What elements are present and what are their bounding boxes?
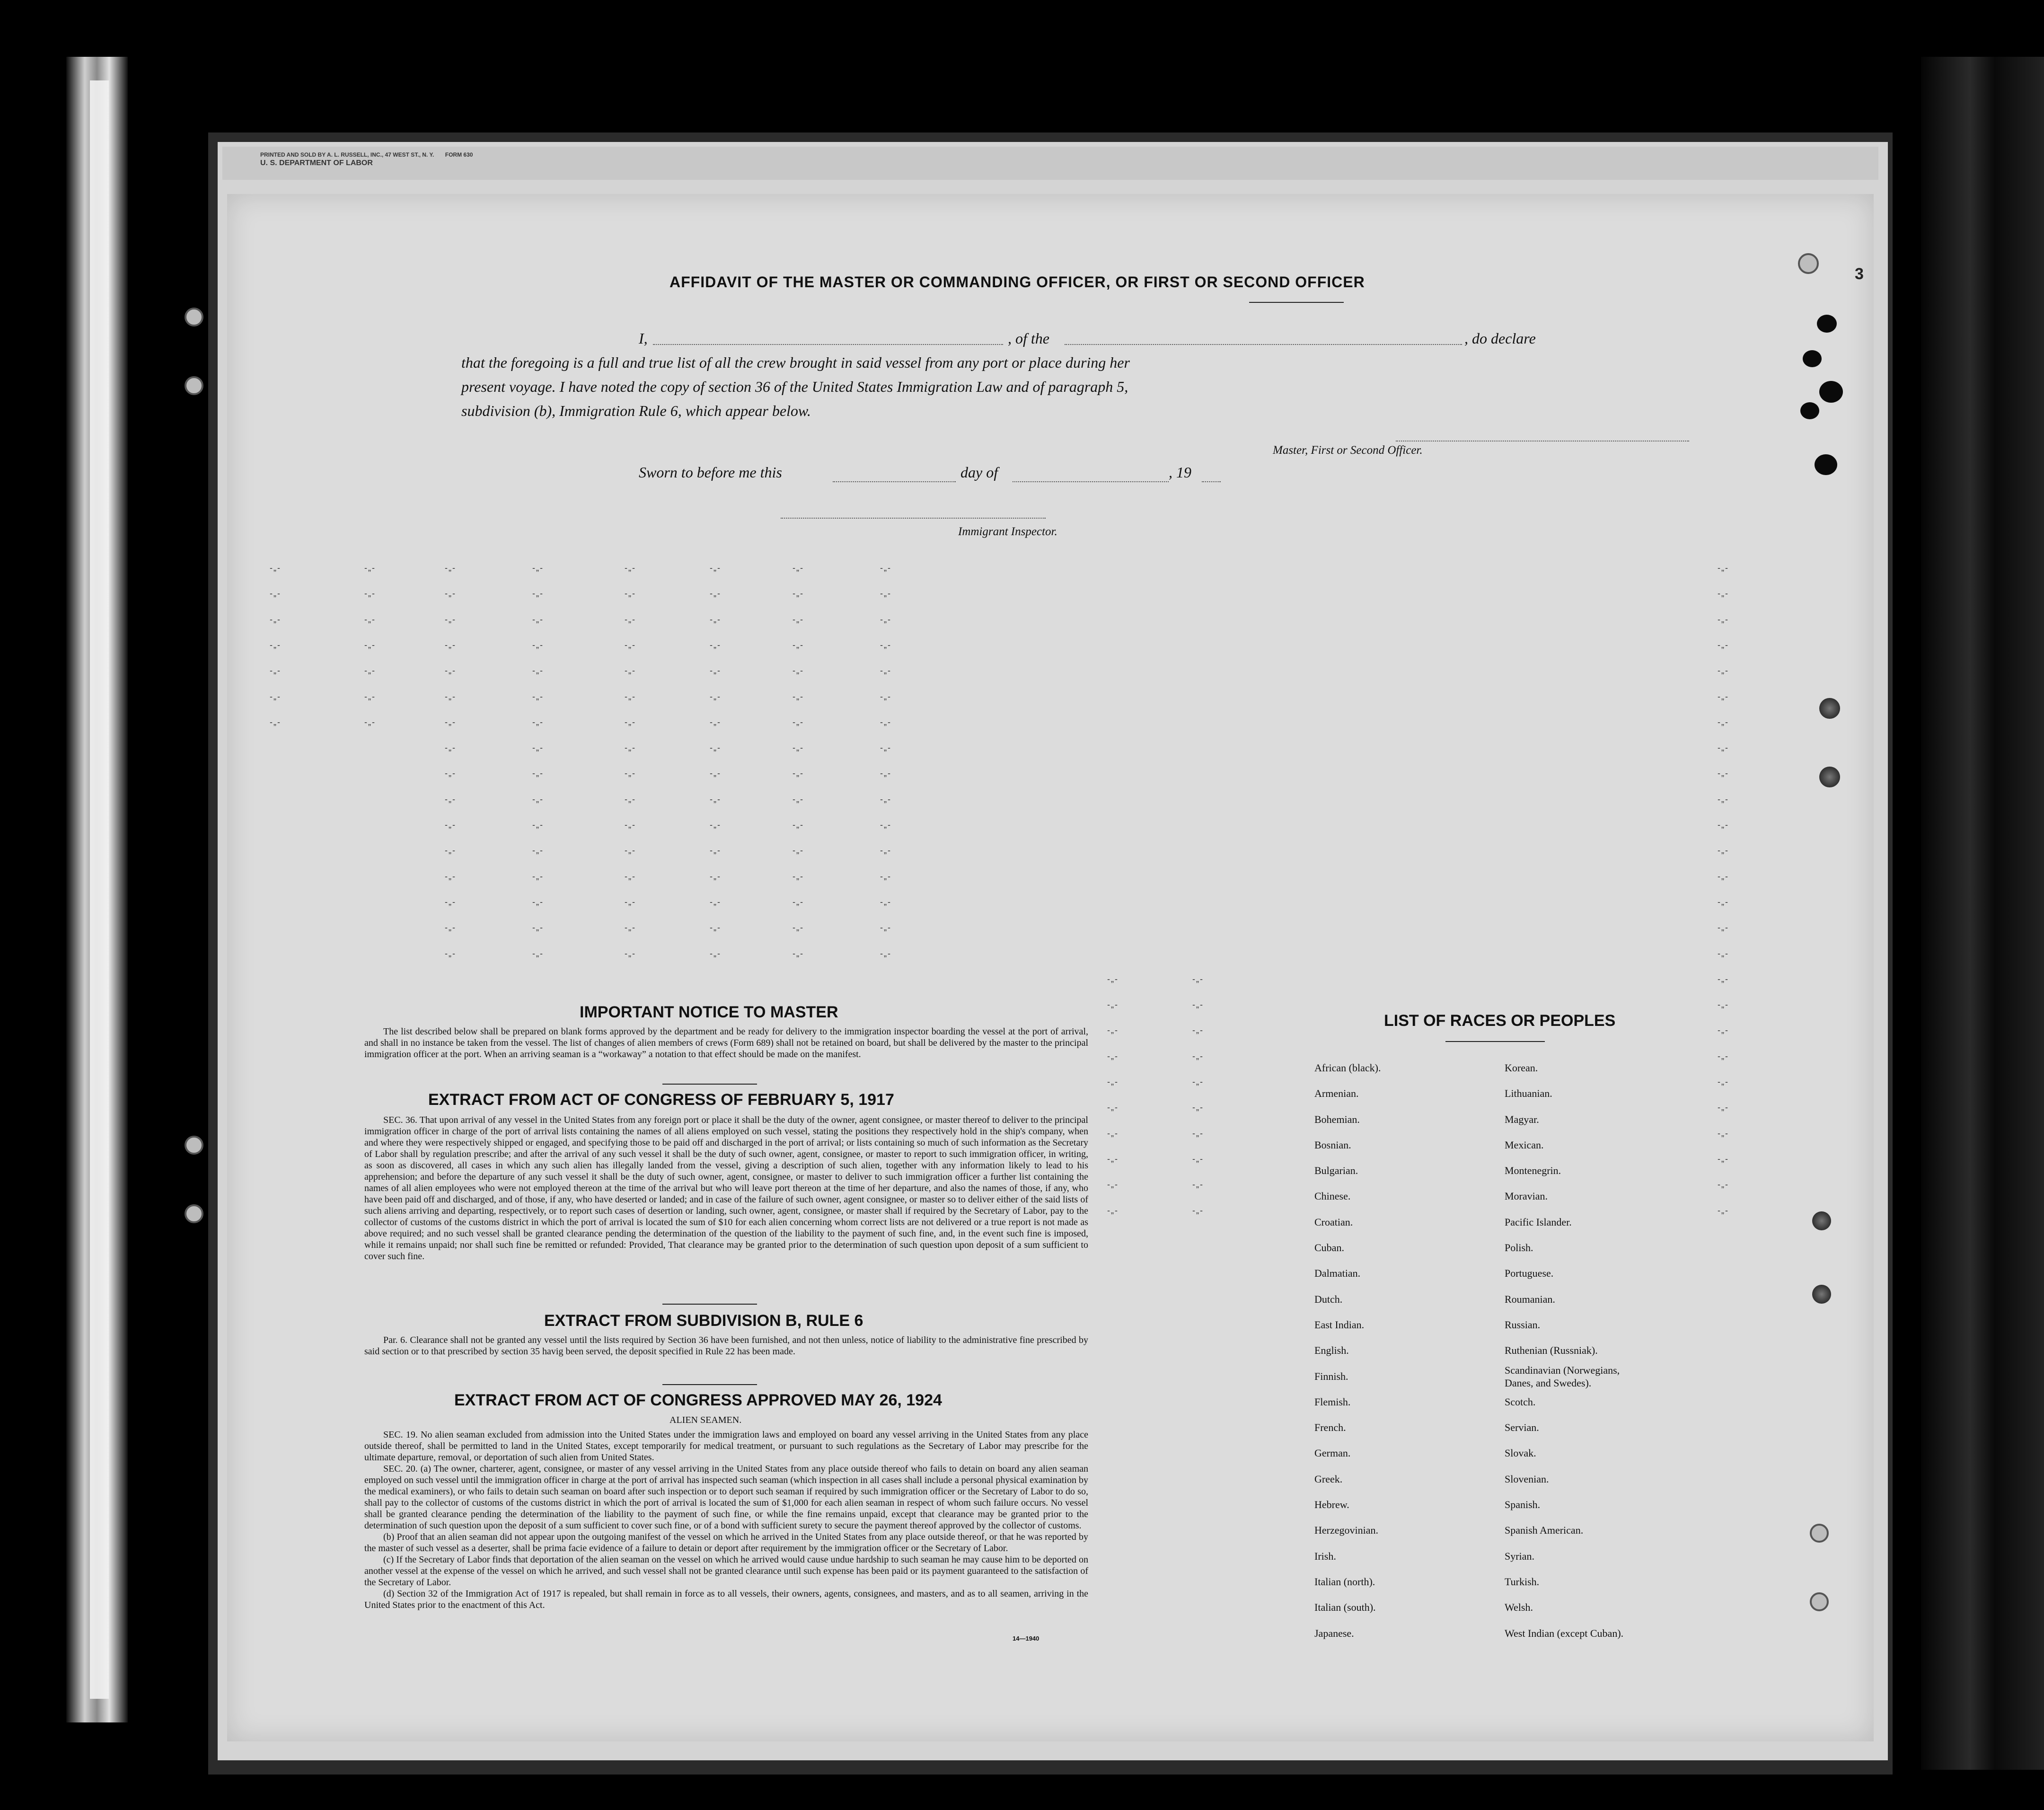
ditto-mark: -„- xyxy=(445,768,456,778)
race-entry: Slovak. xyxy=(1505,1447,1536,1459)
sec-20a-text: SEC. 20. (a) The owner, charterer, agent, consignee, or master of any vessel arriving in the United States from any place outside thereof who fails to detain on board any alien seaman employed on such vessel until the immigration officer in charge at the port of arrival has inspected such seaman (which inspection in all cases shall include a personal physical examination by the medical examiners), or who fails to detain such seaman on board after such inspection or to deport such seaman if required by such immigration officer or the Secretary of Labor to do so, shall pay to the collector of customs of the customs district in which the port of arrival is located the sum of $1,000 for each alien seaman in respect of whom such failure occurs. No vessel shall be granted clearance pending the determination of the liability to the payment of such fine, or while the fine remains unpaid, except that clearance may be granted prior to the determination of such question upon the deposit of a sum sufficient to cover such fine, or of a bond with sufficient surety to secure the payment thereof approved by the collector of customs. xyxy=(364,1464,1088,1531)
ditto-mark: -„- xyxy=(1718,691,1729,701)
ditto-mark: -„- xyxy=(270,614,281,624)
race-entry: Bosnian. xyxy=(1314,1139,1351,1151)
ditto-mark: -„- xyxy=(880,691,891,701)
binder-strip xyxy=(90,80,109,1699)
master-signature-line[interactable] xyxy=(1396,440,1689,441)
ditto-mark: -„- xyxy=(880,743,891,753)
notice-body xyxy=(364,1026,1088,1060)
race-entry: Cuban. xyxy=(1314,1242,1344,1254)
sec-20d-text: (d) Section 32 of the Immigration Act of 1917 is repealed, but shall remain in force as to all vessels, their owners, agents, consignees, and masters, and as to all seamen, arriving in the United States prior to the enactment of this Act. xyxy=(364,1589,1088,1610)
form-page xyxy=(227,194,1874,1741)
ditto-mark: -„- xyxy=(445,794,456,804)
ditto-mark: -„- xyxy=(532,897,544,907)
ditto-mark: -„- xyxy=(445,897,456,907)
ditto-mark: -„- xyxy=(793,614,804,624)
form-code: 14—1940 xyxy=(1013,1635,1040,1642)
inspector-signature-line[interactable] xyxy=(781,517,1046,519)
ditto-mark: -„- xyxy=(1107,1128,1119,1138)
ditto-mark: -„- xyxy=(532,846,544,856)
punch-hole xyxy=(1798,253,1819,274)
ditto-mark: -„- xyxy=(793,717,804,727)
punch-hole xyxy=(1810,1524,1829,1543)
ditto-mark: -„- xyxy=(1718,871,1729,881)
master-signature-caption: Master, First or Second Officer. xyxy=(1273,444,1423,457)
punch-hole xyxy=(185,376,203,395)
ditto-mark: -„- xyxy=(1718,897,1729,907)
do-declare-label: , do declare xyxy=(1464,330,1536,347)
ditto-mark: -„- xyxy=(364,614,376,624)
ditto-mark: -„- xyxy=(532,768,544,778)
race-entry: Montenegrin. xyxy=(1505,1165,1561,1177)
ditto-mark: -„- xyxy=(880,871,891,881)
ditto-mark: -„- xyxy=(880,794,891,804)
ditto-mark: -„- xyxy=(1718,1128,1729,1138)
ditto-mark: -„- xyxy=(625,871,636,881)
ditto-mark: -„- xyxy=(1107,1000,1119,1010)
declarant-label: I, xyxy=(639,330,648,347)
race-entry: Croatian. xyxy=(1314,1216,1353,1228)
ditto-mark: -„- xyxy=(1718,589,1729,599)
ditto-mark: -„- xyxy=(710,614,721,624)
race-entry: Ruthenian (Russniak). xyxy=(1505,1344,1598,1357)
ditto-mark: -„- xyxy=(1718,640,1729,650)
ditto-mark: -„- xyxy=(270,640,281,650)
ditto-mark: -„- xyxy=(1718,846,1729,856)
ditto-mark: -„- xyxy=(445,717,456,727)
ditto-mark: -„- xyxy=(1107,974,1119,984)
sec-20b-text: (b) Proof that an alien seaman did not appear upon the outgoing manifest of the vessel on which he arrived in the United States from any place outside thereof, or that he was reported by the master of such vessel as a deserter, shall be prima facie evidence of a failure to detain or deport after requirement by the immigration officer or the Secretary of Labor. xyxy=(364,1532,1088,1554)
ditto-mark: -„- xyxy=(532,948,544,958)
ditto-mark: -„- xyxy=(270,666,281,676)
punch-hole xyxy=(185,1136,203,1155)
ditto-mark: -„- xyxy=(710,768,721,778)
ditto-mark: -„- xyxy=(1192,1025,1204,1035)
rule-6-text: Par. 6. Clearance shall not be granted any vessel until the lists required by Section 36 have been furnished, and not then unless, notice of liability to the administrative fine prescribed by said section or to that prescribed by section 35 havig been served, the deposit specified in Rule 22 has been made. xyxy=(364,1335,1088,1357)
punch-hole xyxy=(1819,767,1840,787)
race-entry: Welsh. xyxy=(1505,1601,1533,1614)
race-entry: French. xyxy=(1314,1422,1346,1434)
race-entry: Japanese. xyxy=(1314,1627,1354,1639)
sworn-line xyxy=(639,464,1443,487)
ditto-mark: -„- xyxy=(793,846,804,856)
ditto-mark: -„- xyxy=(793,743,804,753)
races-underline xyxy=(1445,1041,1545,1042)
race-entry: Italian (south). xyxy=(1314,1601,1376,1614)
ditto-mark: -„- xyxy=(625,846,636,856)
ditto-mark: -„- xyxy=(445,614,456,624)
ditto-mark: -„- xyxy=(880,897,891,907)
race-entry: Hebrew. xyxy=(1314,1499,1349,1511)
ditto-mark: -„- xyxy=(532,666,544,676)
extract-1917-title: EXTRACT FROM ACT OF CONGRESS OF FEBRUARY 5, 1917 xyxy=(428,1091,894,1109)
ditto-mark: -„- xyxy=(625,794,636,804)
race-entry: English. xyxy=(1314,1344,1349,1357)
ditto-mark: -„- xyxy=(880,563,891,573)
ditto-mark: -„- xyxy=(880,846,891,856)
ditto-mark: -„- xyxy=(532,640,544,650)
punch-hole xyxy=(1815,454,1837,475)
race-entry: Armenian. xyxy=(1314,1087,1359,1100)
ditto-mark: -„- xyxy=(1192,1051,1204,1061)
ditto-mark: -„- xyxy=(1192,1128,1204,1138)
ditto-mark: -„- xyxy=(1718,1205,1729,1215)
ditto-mark: -„- xyxy=(793,691,804,701)
ditto-mark: -„- xyxy=(1718,614,1729,624)
ditto-mark: -„- xyxy=(1718,743,1729,753)
ditto-mark: -„- xyxy=(1718,563,1729,573)
ditto-mark: -„- xyxy=(364,589,376,599)
ditto-mark: -„- xyxy=(445,691,456,701)
ditto-mark: -„- xyxy=(445,846,456,856)
ditto-mark: -„- xyxy=(1718,820,1729,830)
ditto-mark: -„- xyxy=(445,640,456,650)
ditto-mark: -„- xyxy=(1107,1205,1119,1215)
extract-1924-subtitle: ALIEN SEAMEN. xyxy=(670,1415,742,1425)
ditto-mark: -„- xyxy=(793,871,804,881)
ditto-mark: -„- xyxy=(445,871,456,881)
ditto-mark: -„- xyxy=(1107,1180,1119,1190)
punch-hole xyxy=(1812,1211,1831,1230)
page-corner-number: 3 xyxy=(1855,265,1864,283)
ditto-mark: -„- xyxy=(1718,666,1729,676)
ditto-mark: -„- xyxy=(532,589,544,599)
race-entry: Lithuanian. xyxy=(1505,1087,1552,1100)
ditto-mark: -„- xyxy=(625,614,636,624)
race-entry: Servian. xyxy=(1505,1422,1539,1434)
ditto-mark: -„- xyxy=(532,691,544,701)
ditto-mark: -„- xyxy=(1192,1000,1204,1010)
inspector-signature-caption: Immigrant Inspector. xyxy=(958,525,1057,538)
declarant-name-field[interactable] xyxy=(653,344,1003,345)
race-entry: West Indian (except Cuban). xyxy=(1505,1627,1624,1639)
notice-text: The list described below shall be prepared on blank forms approved by the department and be ready for delivery to the immigration inspector boarding the vessel at the port of arrival, and shall in no instance be taken from the vessel. The list of changes of alien members of crews (Form 689) shall not be retained on board, but shall be delivered by the master to the principal immigration officer at the port. When an arriving seaman is a “workaway” a notation to that effect should be made on the manifest. xyxy=(364,1026,1088,1060)
printer-strip xyxy=(222,147,1878,180)
race-entry: Korean. xyxy=(1505,1062,1538,1074)
race-entry: Russian. xyxy=(1505,1318,1541,1331)
race-entry: Polish. xyxy=(1505,1242,1533,1254)
ditto-mark: -„- xyxy=(710,846,721,856)
race-entry: Scotch. xyxy=(1505,1395,1536,1408)
ditto-mark: -„- xyxy=(625,640,636,650)
notice-title: IMPORTANT NOTICE TO MASTER xyxy=(580,1003,838,1021)
declaration-line-4: subdivision (b), Immigration Rule 6, which appear below. xyxy=(461,402,811,419)
ditto-mark: -„- xyxy=(880,666,891,676)
ditto-mark: -„- xyxy=(532,743,544,753)
punch-hole xyxy=(1819,381,1843,403)
race-entry: Flemish. xyxy=(1314,1395,1351,1408)
ditto-mark: -„- xyxy=(625,717,636,727)
ditto-mark: -„- xyxy=(793,768,804,778)
ditto-mark: -„- xyxy=(1718,948,1729,958)
ditto-mark: -„- xyxy=(270,563,281,573)
printer-credit: PRINTED AND SOLD BY A. L. RUSSELL, INC., 47 WEST ST., N. Y. xyxy=(260,151,434,158)
rule-6-title: EXTRACT FROM SUBDIVISION B, RULE 6 xyxy=(544,1312,863,1330)
ditto-mark: -„- xyxy=(1107,1051,1119,1061)
ditto-mark: -„- xyxy=(1192,974,1204,984)
ditto-mark: -„- xyxy=(793,589,804,599)
sworn-label: Sworn to before me this xyxy=(639,464,782,481)
of-the-label: , of the xyxy=(1008,330,1049,347)
department-heading: U. S. DEPARTMENT OF LABOR xyxy=(260,159,373,167)
ditto-mark: -„- xyxy=(1718,1000,1729,1010)
extract-1917-body xyxy=(364,1114,1088,1262)
races-title: LIST OF RACES OR PEOPLES xyxy=(1384,1012,1616,1030)
ditto-mark: -„- xyxy=(710,948,721,958)
ditto-mark: -„- xyxy=(710,743,721,753)
race-entry: Turkish. xyxy=(1505,1575,1540,1588)
punch-hole xyxy=(1803,350,1822,367)
ditto-mark: -„- xyxy=(1718,1025,1729,1035)
ditto-mark: -„- xyxy=(793,820,804,830)
rule-6-body xyxy=(364,1334,1088,1357)
section-36-text: SEC. 36. That upon arrival of any vessel in the United States from any foreign port or place it shall be the duty of the owner, agent consignee, or master thereof to deliver to the principal immigration officer in charge of the port of arrival lists containing the names of all aliens employed on such vessel, stating the positions they respectively hold in the ship's company, when and where they were respectively shipped or engaged, and specifying those to be paid off and discharged in the port of arrival; or lists containing so much of such information as the Secretary of Labor shall by regulation prescribe; and after the arrival of any such vessel it shall be the duty of such owner, agent, consignee, or master to report to such immigration officer, in writing, as soon as discovered, all cases in which any such alien has illegally landed from the vessel, giving a description of such alien, together with any information likely to lead to his apprehension; and before the departure of any such vessel it shall be the duty of such owner, agent, consignee, or master to deliver to such immigration officer a further list containing the names of all alien employees who were not employed thereon at the time of the arrival but who will leave port thereon at the time of her departure, and also the names of those, if any, who have been paid off and discharged, and of those, if any, who have deserted or landed; and in case of the failure of such owner, agent consignee, or master so to deliver either of the said lists of such aliens arriving and departing, respectively, or to report such cases of desertion or landing, such owner, agent, consignee, or master shall if required by the Secretary of Labor, pay to the collector of customs of the customs district in which the port of arrival is located the sum of $10 for each alien concerning whom correct lists are not delivered or a true report is not made as above required; and no such vessel shall be granted clearance pending the determination of the question of the liability to the payment of such fine, and, in the event such fine is imposed, while it remains unpaid; nor shall such fine be remitted or refunded: Provided, That clearance may be granted prior to the determination of such question upon deposit of a sum sufficient to cover such fine. xyxy=(364,1115,1088,1262)
ditto-mark: -„- xyxy=(880,717,891,727)
ditto-mark: -„- xyxy=(445,563,456,573)
race-entry: German. xyxy=(1314,1447,1351,1459)
race-entry: Dutch. xyxy=(1314,1293,1343,1305)
race-entry: Herzegovinian. xyxy=(1314,1524,1378,1536)
ditto-mark: -„- xyxy=(793,794,804,804)
ditto-mark: -„- xyxy=(710,897,721,907)
ditto-mark: -„- xyxy=(880,820,891,830)
ditto-mark: -„- xyxy=(364,640,376,650)
form-number: FORM 630 xyxy=(445,151,473,158)
ditto-mark: -„- xyxy=(532,614,544,624)
race-entry: Greek. xyxy=(1314,1473,1343,1485)
ditto-mark: -„- xyxy=(710,717,721,727)
declaration-line-2: that the foregoing is a full and true list of all the crew brought in said vessel from any port or place during her xyxy=(461,354,1130,371)
title-underline xyxy=(1249,302,1344,303)
ditto-mark: -„- xyxy=(625,897,636,907)
ditto-mark: -„- xyxy=(270,717,281,727)
extract-1924-body xyxy=(364,1429,1088,1611)
ditto-mark: -„- xyxy=(532,923,544,933)
ditto-mark: -„- xyxy=(1107,1103,1119,1112)
ditto-mark: -„- xyxy=(625,743,636,753)
ditto-mark: -„- xyxy=(1718,794,1729,804)
ditto-mark: -„- xyxy=(445,948,456,958)
race-entry: Bohemian. xyxy=(1314,1113,1360,1125)
ditto-mark: -„- xyxy=(1718,717,1729,727)
race-entry: Roumanian. xyxy=(1505,1293,1555,1305)
ditto-mark: -„- xyxy=(710,871,721,881)
races-left-column xyxy=(1314,1055,1381,1646)
ditto-mark: -„- xyxy=(793,923,804,933)
book-spine xyxy=(1921,57,2044,1770)
ditto-mark: -„- xyxy=(532,717,544,727)
ditto-mark: -„- xyxy=(793,948,804,958)
ditto-mark: -„- xyxy=(880,589,891,599)
sworn-year-field[interactable] xyxy=(1202,481,1221,482)
race-entry: Scandinavian (Norwegians, Danes, and Swedes). xyxy=(1505,1364,1620,1389)
affidavit-title: AFFIDAVIT OF THE MASTER OR COMMANDING OFFICER, OR FIRST OR SECOND OFFICER xyxy=(670,274,1365,291)
sec-19-text: SEC. 19. No alien seaman excluded from admission into the United States under the immigration laws and employed on board any vessel arriving in the United States from any place outside thereof, shall be permitted to land in the United States, except temporarily for medical treatment, or pursuant to such regulations as the Secretary of Labor may prescribe for the ultimate departure, removal, or deportation of such alien from United States. xyxy=(364,1430,1088,1463)
ditto-mark: -„- xyxy=(270,691,281,701)
ditto-mark: -„- xyxy=(1107,1154,1119,1164)
ditto-mark: -„- xyxy=(710,691,721,701)
race-entry: Magyar. xyxy=(1505,1113,1539,1125)
punch-hole xyxy=(1810,1592,1829,1611)
ditto-mark: -„- xyxy=(445,743,456,753)
ditto-mark: -„- xyxy=(1718,1103,1729,1112)
race-entry: Irish. xyxy=(1314,1550,1336,1562)
day-of-label: day of xyxy=(960,464,998,481)
ditto-mark: -„- xyxy=(364,691,376,701)
declaration-line-3: present voyage. I have noted the copy of section 36 of the United States Immigration Law and of paragraph 5, xyxy=(461,378,1128,395)
ditto-mark: -„- xyxy=(1107,1077,1119,1086)
divider xyxy=(662,1384,757,1385)
ditto-mark: -„- xyxy=(880,640,891,650)
ditto-mark: -„- xyxy=(880,948,891,958)
race-entry: Mexican. xyxy=(1505,1139,1544,1151)
punch-hole xyxy=(185,308,203,327)
ditto-mark: -„- xyxy=(364,666,376,676)
race-entry: Bulgarian. xyxy=(1314,1165,1358,1177)
ditto-mark: -„- xyxy=(1192,1205,1204,1215)
race-entry: Italian (north). xyxy=(1314,1575,1375,1588)
year-label: , 19 xyxy=(1169,464,1191,481)
extract-1924-title: EXTRACT FROM ACT OF CONGRESS APPROVED MAY 26, 1924 xyxy=(454,1391,942,1409)
ditto-mark: -„- xyxy=(270,589,281,599)
ditto-mark: -„- xyxy=(445,820,456,830)
ditto-mark: -„- xyxy=(445,666,456,676)
ditto-mark: -„- xyxy=(532,563,544,573)
ditto-mark: -„- xyxy=(710,923,721,933)
ditto-mark: -„- xyxy=(1192,1077,1204,1086)
divider xyxy=(662,1304,757,1305)
races-right-column xyxy=(1505,1055,1647,1646)
race-entry: Pacific Islander. xyxy=(1505,1216,1572,1228)
ditto-mark: -„- xyxy=(710,589,721,599)
ditto-mark: -„- xyxy=(1718,1077,1729,1086)
ditto-mark: -„- xyxy=(445,923,456,933)
ditto-mark: -„- xyxy=(625,923,636,933)
ditto-mark: -„- xyxy=(1718,974,1729,984)
punch-hole xyxy=(1800,402,1819,419)
ditto-mark: -„- xyxy=(532,794,544,804)
ditto-mark: -„- xyxy=(710,640,721,650)
ditto-mark: -„- xyxy=(625,691,636,701)
declaration-line-1 xyxy=(379,327,1665,351)
race-entry: Moravian. xyxy=(1505,1190,1548,1202)
ditto-mark: -„- xyxy=(880,614,891,624)
ditto-mark: -„- xyxy=(880,923,891,933)
ditto-mark: -„- xyxy=(1192,1180,1204,1190)
race-entry: Chinese. xyxy=(1314,1190,1351,1202)
ditto-mark: -„- xyxy=(1192,1154,1204,1164)
ditto-mark: -„- xyxy=(532,820,544,830)
punch-hole xyxy=(185,1204,203,1223)
ditto-mark: -„- xyxy=(625,948,636,958)
ditto-mark: -„- xyxy=(364,563,376,573)
ditto-mark: -„- xyxy=(1718,768,1729,778)
ditto-mark: -„- xyxy=(1107,1025,1119,1035)
ditto-mark: -„- xyxy=(1718,1051,1729,1061)
race-entry: East Indian. xyxy=(1314,1318,1365,1331)
race-entry: Spanish American. xyxy=(1505,1524,1584,1536)
ditto-mark: -„- xyxy=(880,768,891,778)
ditto-mark: -„- xyxy=(625,563,636,573)
ditto-mark: -„- xyxy=(710,563,721,573)
race-entry: Portuguese. xyxy=(1505,1267,1554,1280)
ditto-mark: -„- xyxy=(710,820,721,830)
race-entry: Syrian. xyxy=(1505,1550,1534,1562)
race-entry: Spanish. xyxy=(1505,1499,1541,1511)
punch-hole xyxy=(1819,698,1840,719)
ditto-mark: -„- xyxy=(625,589,636,599)
ditto-mark: -„- xyxy=(710,666,721,676)
race-entry: African (black). xyxy=(1314,1062,1381,1074)
ditto-mark: -„- xyxy=(445,589,456,599)
ditto-mark: -„- xyxy=(532,871,544,881)
ditto-mark: -„- xyxy=(1718,1154,1729,1164)
race-entry: Finnish. xyxy=(1314,1370,1348,1382)
ditto-mark: -„- xyxy=(1718,1180,1729,1190)
sworn-month-field[interactable] xyxy=(1013,481,1169,482)
ditto-mark: -„- xyxy=(625,820,636,830)
ditto-mark: -„- xyxy=(710,794,721,804)
ditto-mark: -„- xyxy=(1192,1103,1204,1112)
race-entry: Slovenian. xyxy=(1505,1473,1549,1485)
sworn-day-field[interactable] xyxy=(833,481,956,482)
ditto-mark: -„- xyxy=(793,563,804,573)
ditto-mark: -„- xyxy=(625,666,636,676)
sec-20c-text: (c) If the Secretary of Labor finds that deportation of the alien seaman on the vessel on which he arrived would cause undue hardship to such seaman he may cause him to be deported on another vessel at the expense of the vessel on which he arrived, and such vessel shall not be granted clearance until such expense has been paid or its payment guaranteed to the satisfaction of the Secretary of Labor. xyxy=(364,1554,1088,1588)
affidavit-declaration xyxy=(379,327,1665,423)
ditto-mark: -„- xyxy=(793,897,804,907)
vessel-name-field[interactable] xyxy=(1065,344,1462,345)
ditto-mark: -„- xyxy=(793,666,804,676)
ditto-mark: -„- xyxy=(625,768,636,778)
punch-hole xyxy=(1817,315,1837,333)
ditto-mark: -„- xyxy=(793,640,804,650)
ditto-mark: -„- xyxy=(1718,923,1729,933)
divider xyxy=(662,1084,757,1085)
ditto-mark: -„- xyxy=(364,717,376,727)
punch-hole xyxy=(1812,1285,1831,1304)
race-entry: Dalmatian. xyxy=(1314,1267,1361,1280)
